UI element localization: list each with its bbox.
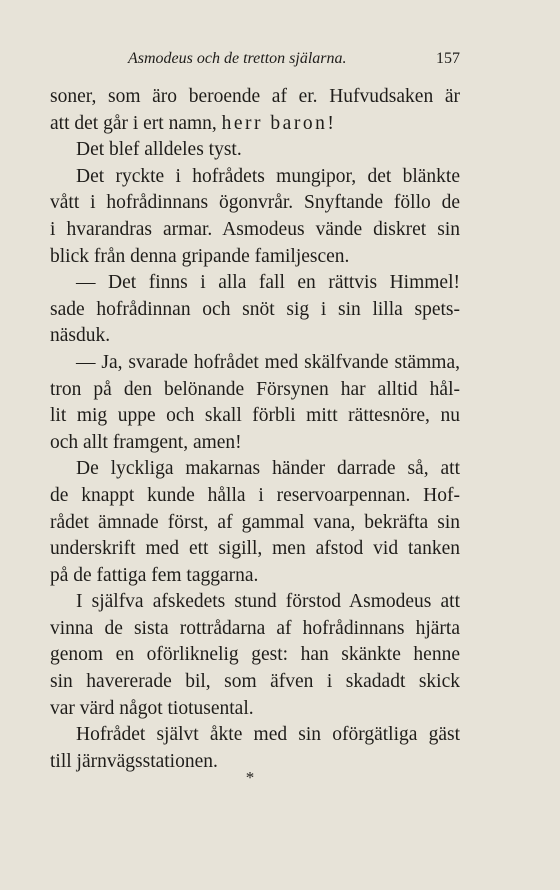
text-line: att det går i ert namn, herr baron! [50,112,334,134]
page-header [50,46,460,72]
text-line: näsduk. [50,325,111,347]
text-line: underskrift med ett sigill, men afstod vid tanken [50,538,460,560]
text-line: tron på den belönande Försynen har alltid hål- [50,378,460,400]
text-line: genom en oförliknelig gest: han skänkte henne [50,644,460,666]
text-line: — Ja, svarade hofrådet med skälfvande stämma, [76,351,460,373]
text-line: lit mig uppe och skall förbli mitt rättesnöre, nu [50,405,460,427]
emphasized-text: herr baron [221,112,328,134]
text-line: Det blef alldeles tyst. [76,139,242,161]
text-line: De lyckliga makarnas händer darrade så, att [76,458,460,480]
text-line: och allt framgent, amen! [50,431,242,453]
text-line: sin havererade bil, som äfven i skadadt skick [50,671,460,693]
text-line: var värd något tiotusental. [50,697,254,719]
section-ornament: * [245,768,255,787]
running-title: Asmodeus och de tretton själarna. [128,50,347,67]
text-line: blick från denna gripande familjescen. [50,245,350,267]
body-text [50,84,460,775]
text-line: vinna de sista rottrådarna af hofrådinnans hjärta [50,617,460,639]
text-line: I själfva afskedets stund förstod Asmodeus att [76,591,460,613]
page-number: 157 [436,50,460,67]
text-line: Det ryckte i hofrådets mungipor, det blänkte [76,165,460,187]
text-line: vått i hofrådinnans ögonvrår. Snyftande föllo de [50,192,460,214]
text-line: de knappt kunde hålla i reservoarpennan. Hof- [50,484,460,506]
text-line: — Det finns i alla fall en rättvis Himmel! [76,272,460,294]
text-line: till järnvägsstationen. [50,750,218,772]
text-line: rådet ämnade först, af gammal vana, bekräfta sin [50,511,460,533]
text-line: i hvarandras armar. Asmodeus vände diskret sin [50,218,460,240]
text-line: på de fattiga fem taggarna. [50,564,259,586]
text-line: sade hofrådinnan och snöt sig i sin lilla spets- [50,298,460,320]
text-line: Hofrådet självt åkte med sin oförgätliga gäst [76,724,460,746]
text-line: soner, som äro beroende af er. Hufvudsaken är [50,86,460,107]
